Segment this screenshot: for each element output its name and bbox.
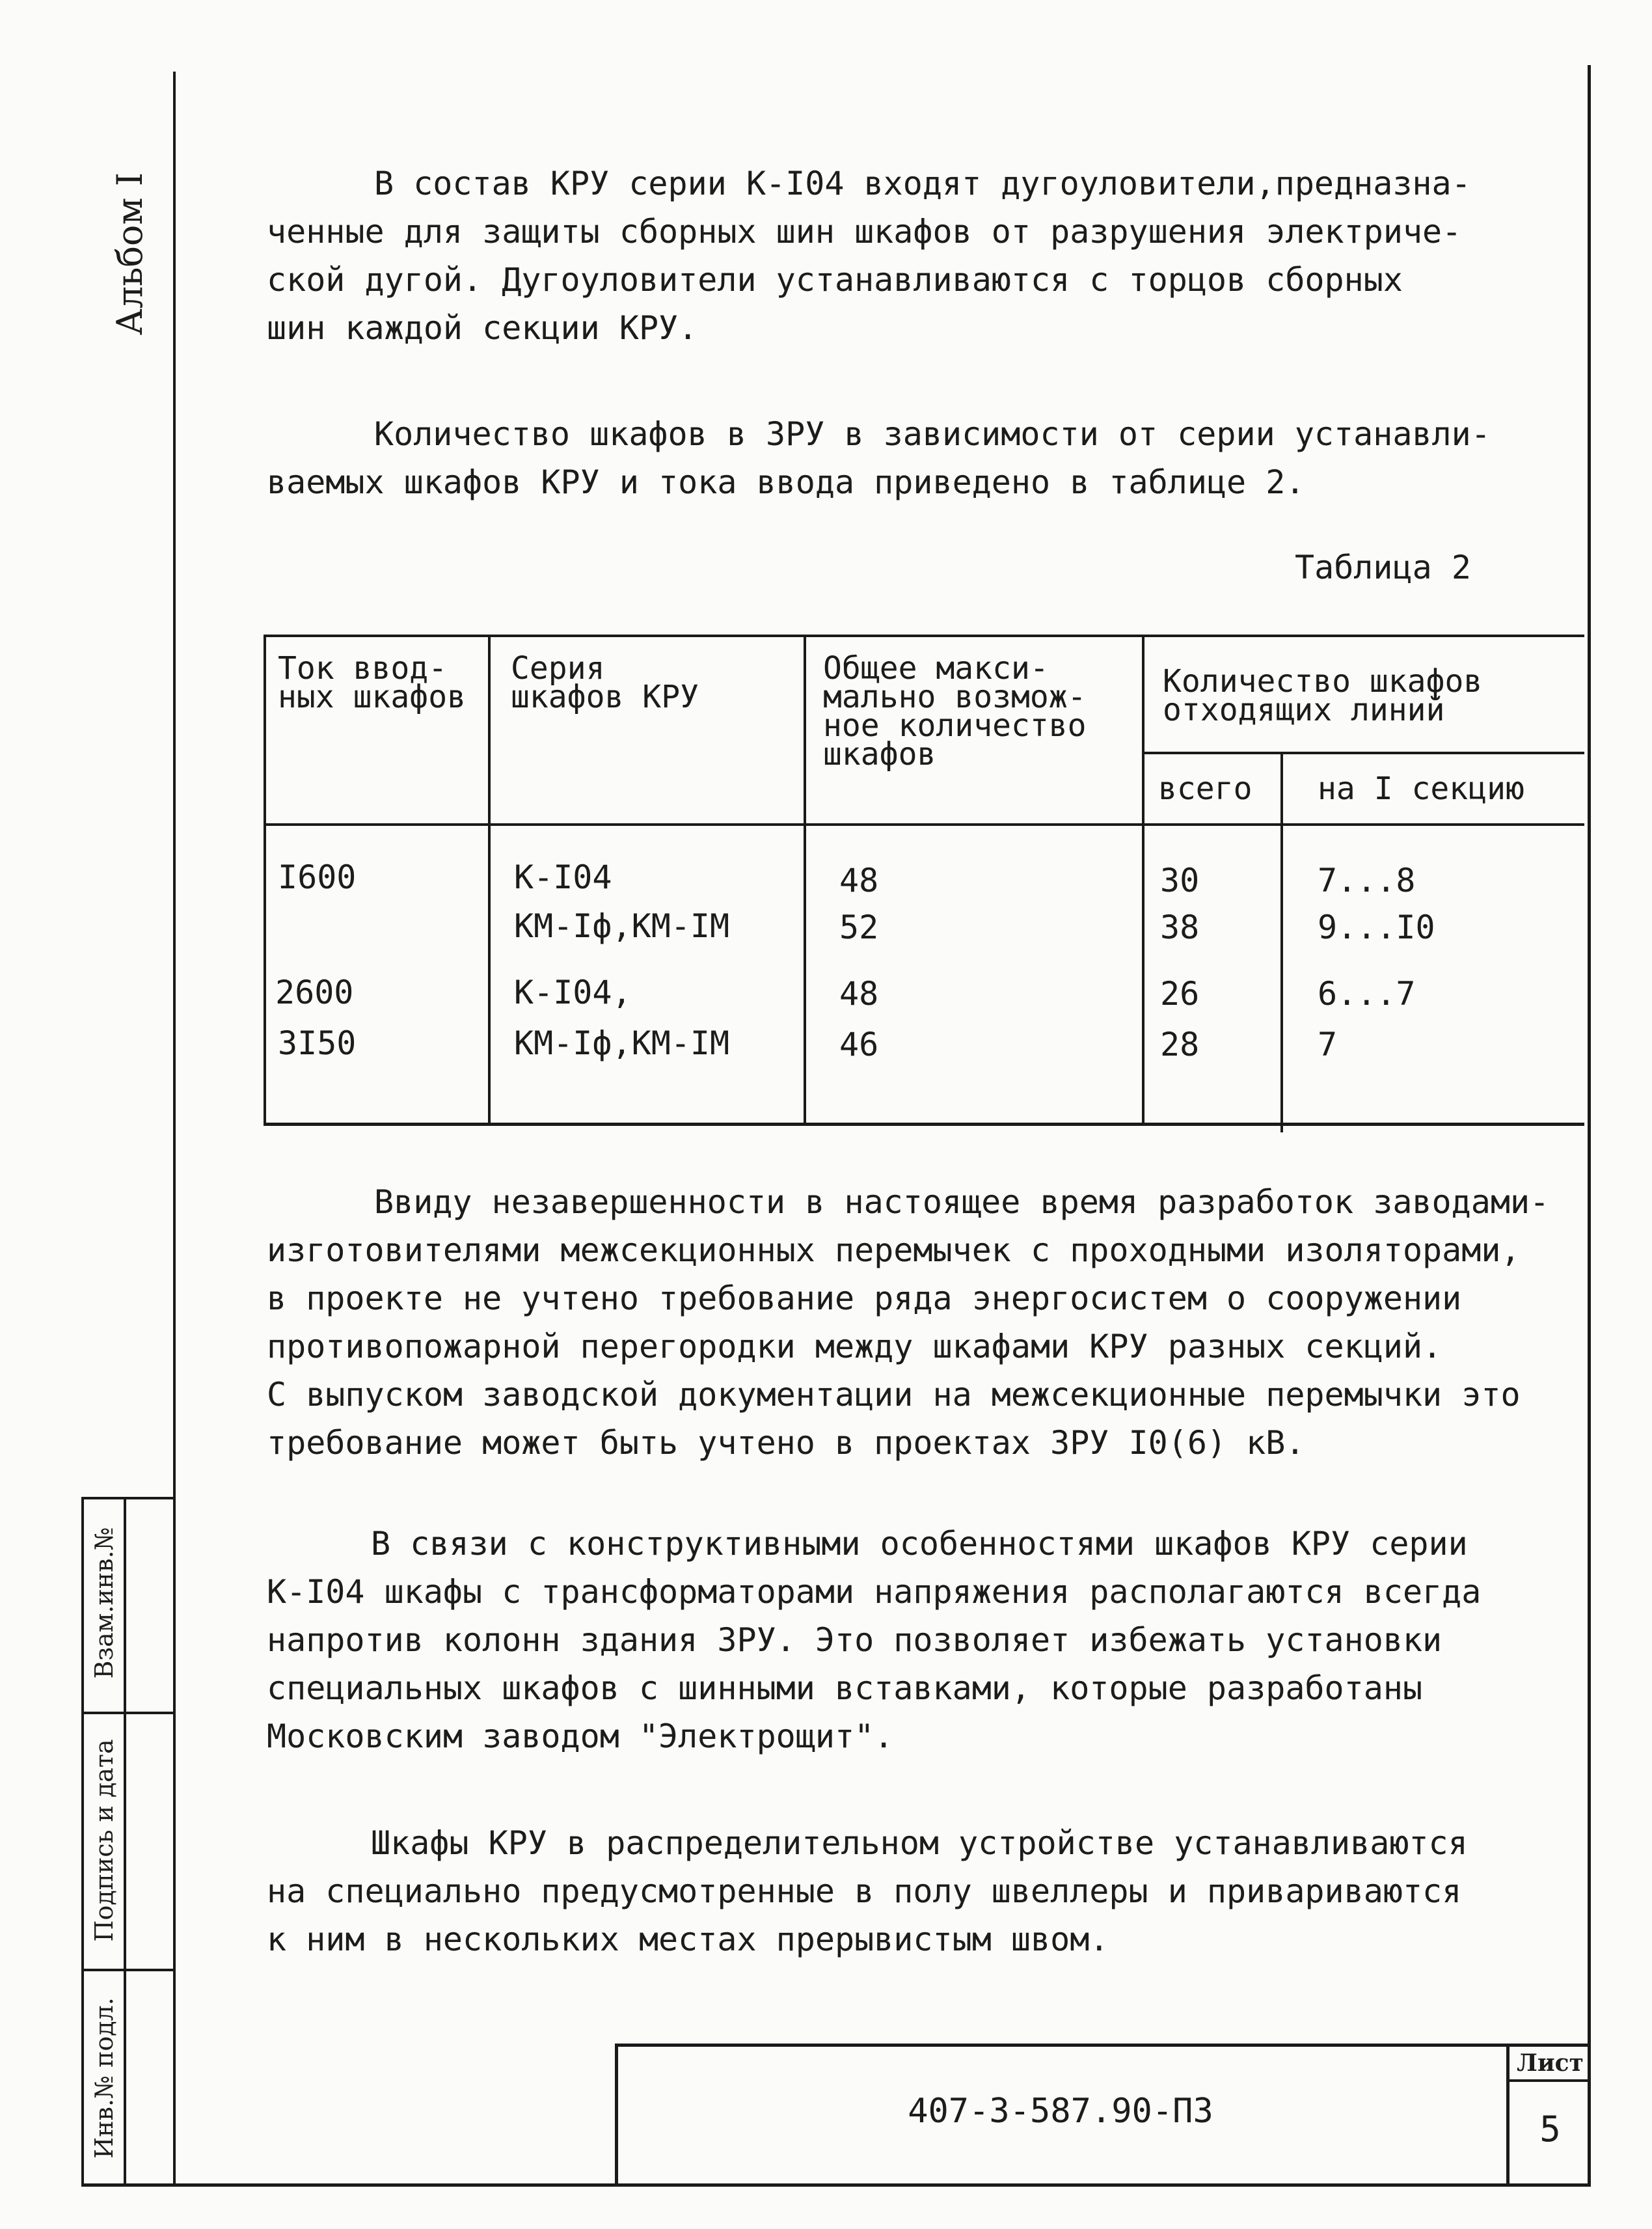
text-line: к ним в нескольких местах прерывистым швом. — [267, 1921, 1109, 1958]
text-line: на специально предусмотренные в полу швеллеры и привариваются — [267, 1872, 1462, 1910]
text-line: ченные для защиты сборных шин шкафов от разрушения электриче- — [267, 213, 1462, 251]
text-line: напротив колонн здания ЗРУ. Это позволяет избежать установки — [267, 1621, 1442, 1659]
title-block — [615, 2044, 1591, 2187]
text-line: требование может быть учтено в проектах ЗРУ I0(6) кВ. — [267, 1424, 1305, 1462]
text-line: В состав КРУ серии К-I04 входят дугоуловители,предназна- — [374, 165, 1471, 202]
text-line: ской дугой. Дугоуловители устанавливаются с торцов сборных — [267, 261, 1403, 299]
header-all: всего — [1158, 771, 1253, 807]
text-line: специальных шкафов с шинными вставками, которые разработаны — [267, 1669, 1423, 1707]
text-line: ваемых шкафов КРУ и тока ввода приведено в таблице 2. — [267, 463, 1305, 501]
sheet-label: Лист — [1517, 2049, 1584, 2077]
stamp-replaced-inv: Взам.инв.№ — [90, 1527, 118, 1679]
right-border-line — [1588, 65, 1591, 2187]
side-stamp — [81, 1497, 176, 2187]
text-line: В связи с конструктивными особенностями шкафов КРУ серии — [371, 1525, 1468, 1563]
sheet-number: 5 — [1539, 2109, 1561, 2150]
text-line: противопожарной перегородки между шкафами КРУ разных секций. — [267, 1328, 1442, 1365]
text-line: в проекте не учтено требование ряда энергосистем о сооружении — [267, 1279, 1462, 1317]
text-line: Московским заводом "Электрощит". — [267, 1717, 894, 1755]
text-line: шин каждой секции КРУ. — [267, 309, 698, 347]
album-label: Альбом I — [109, 172, 150, 336]
stamp-inv-original: Инв.№ подл. — [90, 1997, 118, 2159]
text-line: С выпуском заводской документации на межсекционные перемычки это — [267, 1376, 1521, 1414]
table-caption: Таблица 2 — [1295, 549, 1471, 586]
text-line: Ввиду незавершенности в настоящее время разработок заводами- — [374, 1183, 1550, 1221]
text-line: изготовителями межсекционных перемычек с проходными изоляторами, — [267, 1231, 1521, 1269]
text-line: К-I04 шкафы с трансформаторами напряжения располагаются всегда — [267, 1573, 1482, 1611]
text-line: Количество шкафов в ЗРУ в зависимости от серии устанавли- — [374, 415, 1491, 453]
header-per-section: на I секцию — [1318, 771, 1524, 807]
text-line: Шкафы КРУ в распределительном устройстве устанавливаются — [371, 1824, 1468, 1862]
table-2: Ток ввод- ных шкафов Серия шкафов КРУ Общее макси- мально возмож- ное количество шкафов Количество шкафов отходящих линий всего на I секцию I600 К-I04 48 30 7...8 КМ-Iф,КМ-IМ 52 38 9...I0 2600 К-I04, 48 26 6...7 3I50 КМ-Iф,КМ-IМ 46 28 7 — [264, 635, 1584, 1126]
stamp-signature-date: Подпись и дата — [90, 1739, 118, 1942]
document-code: 407-3-587.90-ПЗ — [908, 2092, 1213, 2131]
